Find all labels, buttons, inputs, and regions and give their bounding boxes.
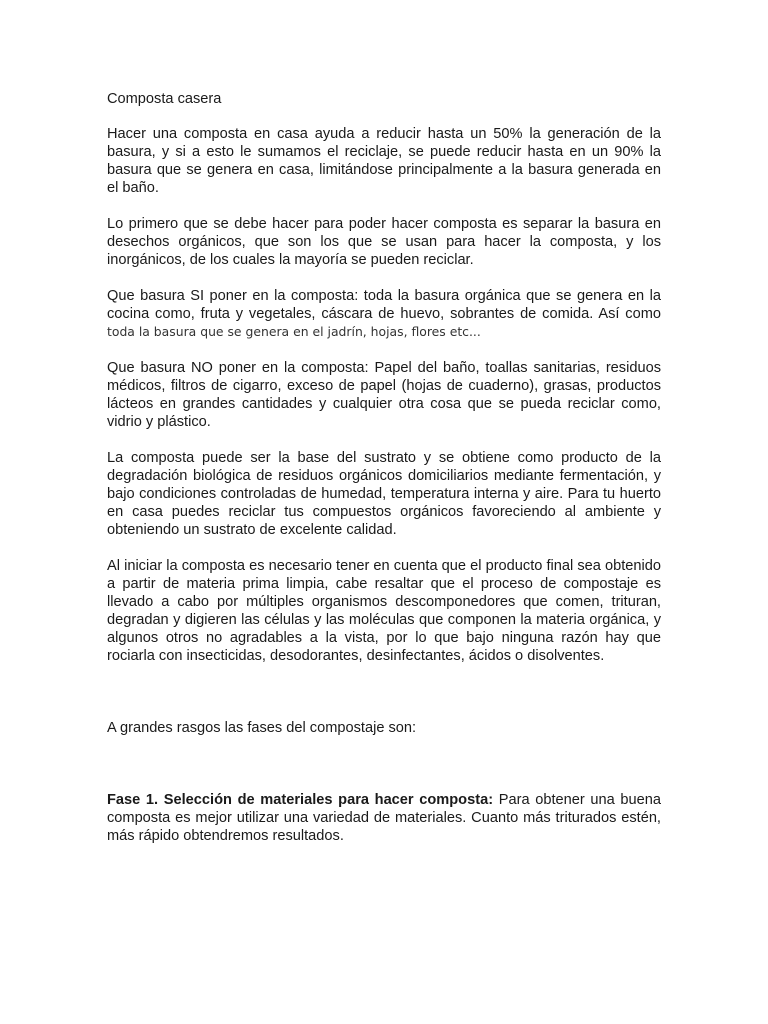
paragraph-phase-1	[107, 791, 661, 845]
paragraph-intro: Hacer una composta en casa ayuda a reducir hasta un 50% la generación de la basura, y si a esto le sumamos el reciclaje, se puede reducir hasta en un 90% la basura que se genera en casa, limitándose principalmente a la basura generada en el baño.	[107, 126, 661, 196]
phase-1-text: Para obtener una buena composta es mejor utilizar una variedad de materiales. Cuanto más triturados estén, más rápido obtendremos resultados.	[107, 792, 661, 844]
paragraph-start: Al iniciar la composta es necesario tener en cuenta que el producto final sea obtenido a partir de materia prima limpia, cabe resaltar que el proceso de compostaje es llevado a cabo por múltiples organismos descomponedores que comen, trituran, degradan y digieren las células y las moléculas que componen la materia orgánica, y algunos otros no agradables a la vista, por lo que bajo ninguna razón hay que rociarla con insecticidas, desodorantes, desinfectantes, ácidos o disolventes.	[107, 558, 661, 664]
paragraph-substrate: La composta puede ser la base del sustrato y se obtiene como producto de la degradación biológica de residuos orgánicos domiciliarios mediante fermentación, y bajo condiciones controladas de humedad, temperatura interna y aire. Para tu huerto en casa puedes reciclar tus compuestos orgánicos favoreciendo al ambiente y obteniendo un sustrato de excelente calidad.	[107, 450, 661, 538]
document-page	[107, 90, 661, 863]
yes-compost-tail-text: toda la basura que se genera en el jadrín, hojas, flores etc...	[107, 324, 481, 339]
phase-1-heading: Fase 1. Selección de materiales para hacer composta:	[107, 792, 494, 808]
paragraph-separation: Lo primero que se debe hacer para poder hacer composta es separar la basura en desechos orgánicos, que son los que se usan para hacer la composta, y los inorgánicos, de los cuales la mayoría se pueden reciclar.	[107, 216, 661, 268]
document-title: Composta casera	[107, 91, 222, 107]
paragraph-yes-compost	[107, 287, 661, 341]
spacer	[107, 755, 661, 791]
paragraph-no-compost: Que basura NO poner en la composta: Papel del baño, toallas sanitarias, residuos médicos, filtros de cigarro, exceso de papel (hojas de cuaderno), grasas, productos lácteos en grandes cantidades y cualquier otra cosa que se pueda reciclar como, vidrio y plástico.	[107, 360, 661, 430]
paragraph-phases-intro: A grandes rasgos las fases del compostaje son:	[107, 720, 417, 736]
yes-compost-main-text: Que basura SI poner en la composta: toda la basura orgánica que se genera en la cocina como, fruta y vegetales, cáscara de huevo, sobrantes de comida. Así como	[107, 288, 661, 322]
spacer	[107, 683, 661, 719]
